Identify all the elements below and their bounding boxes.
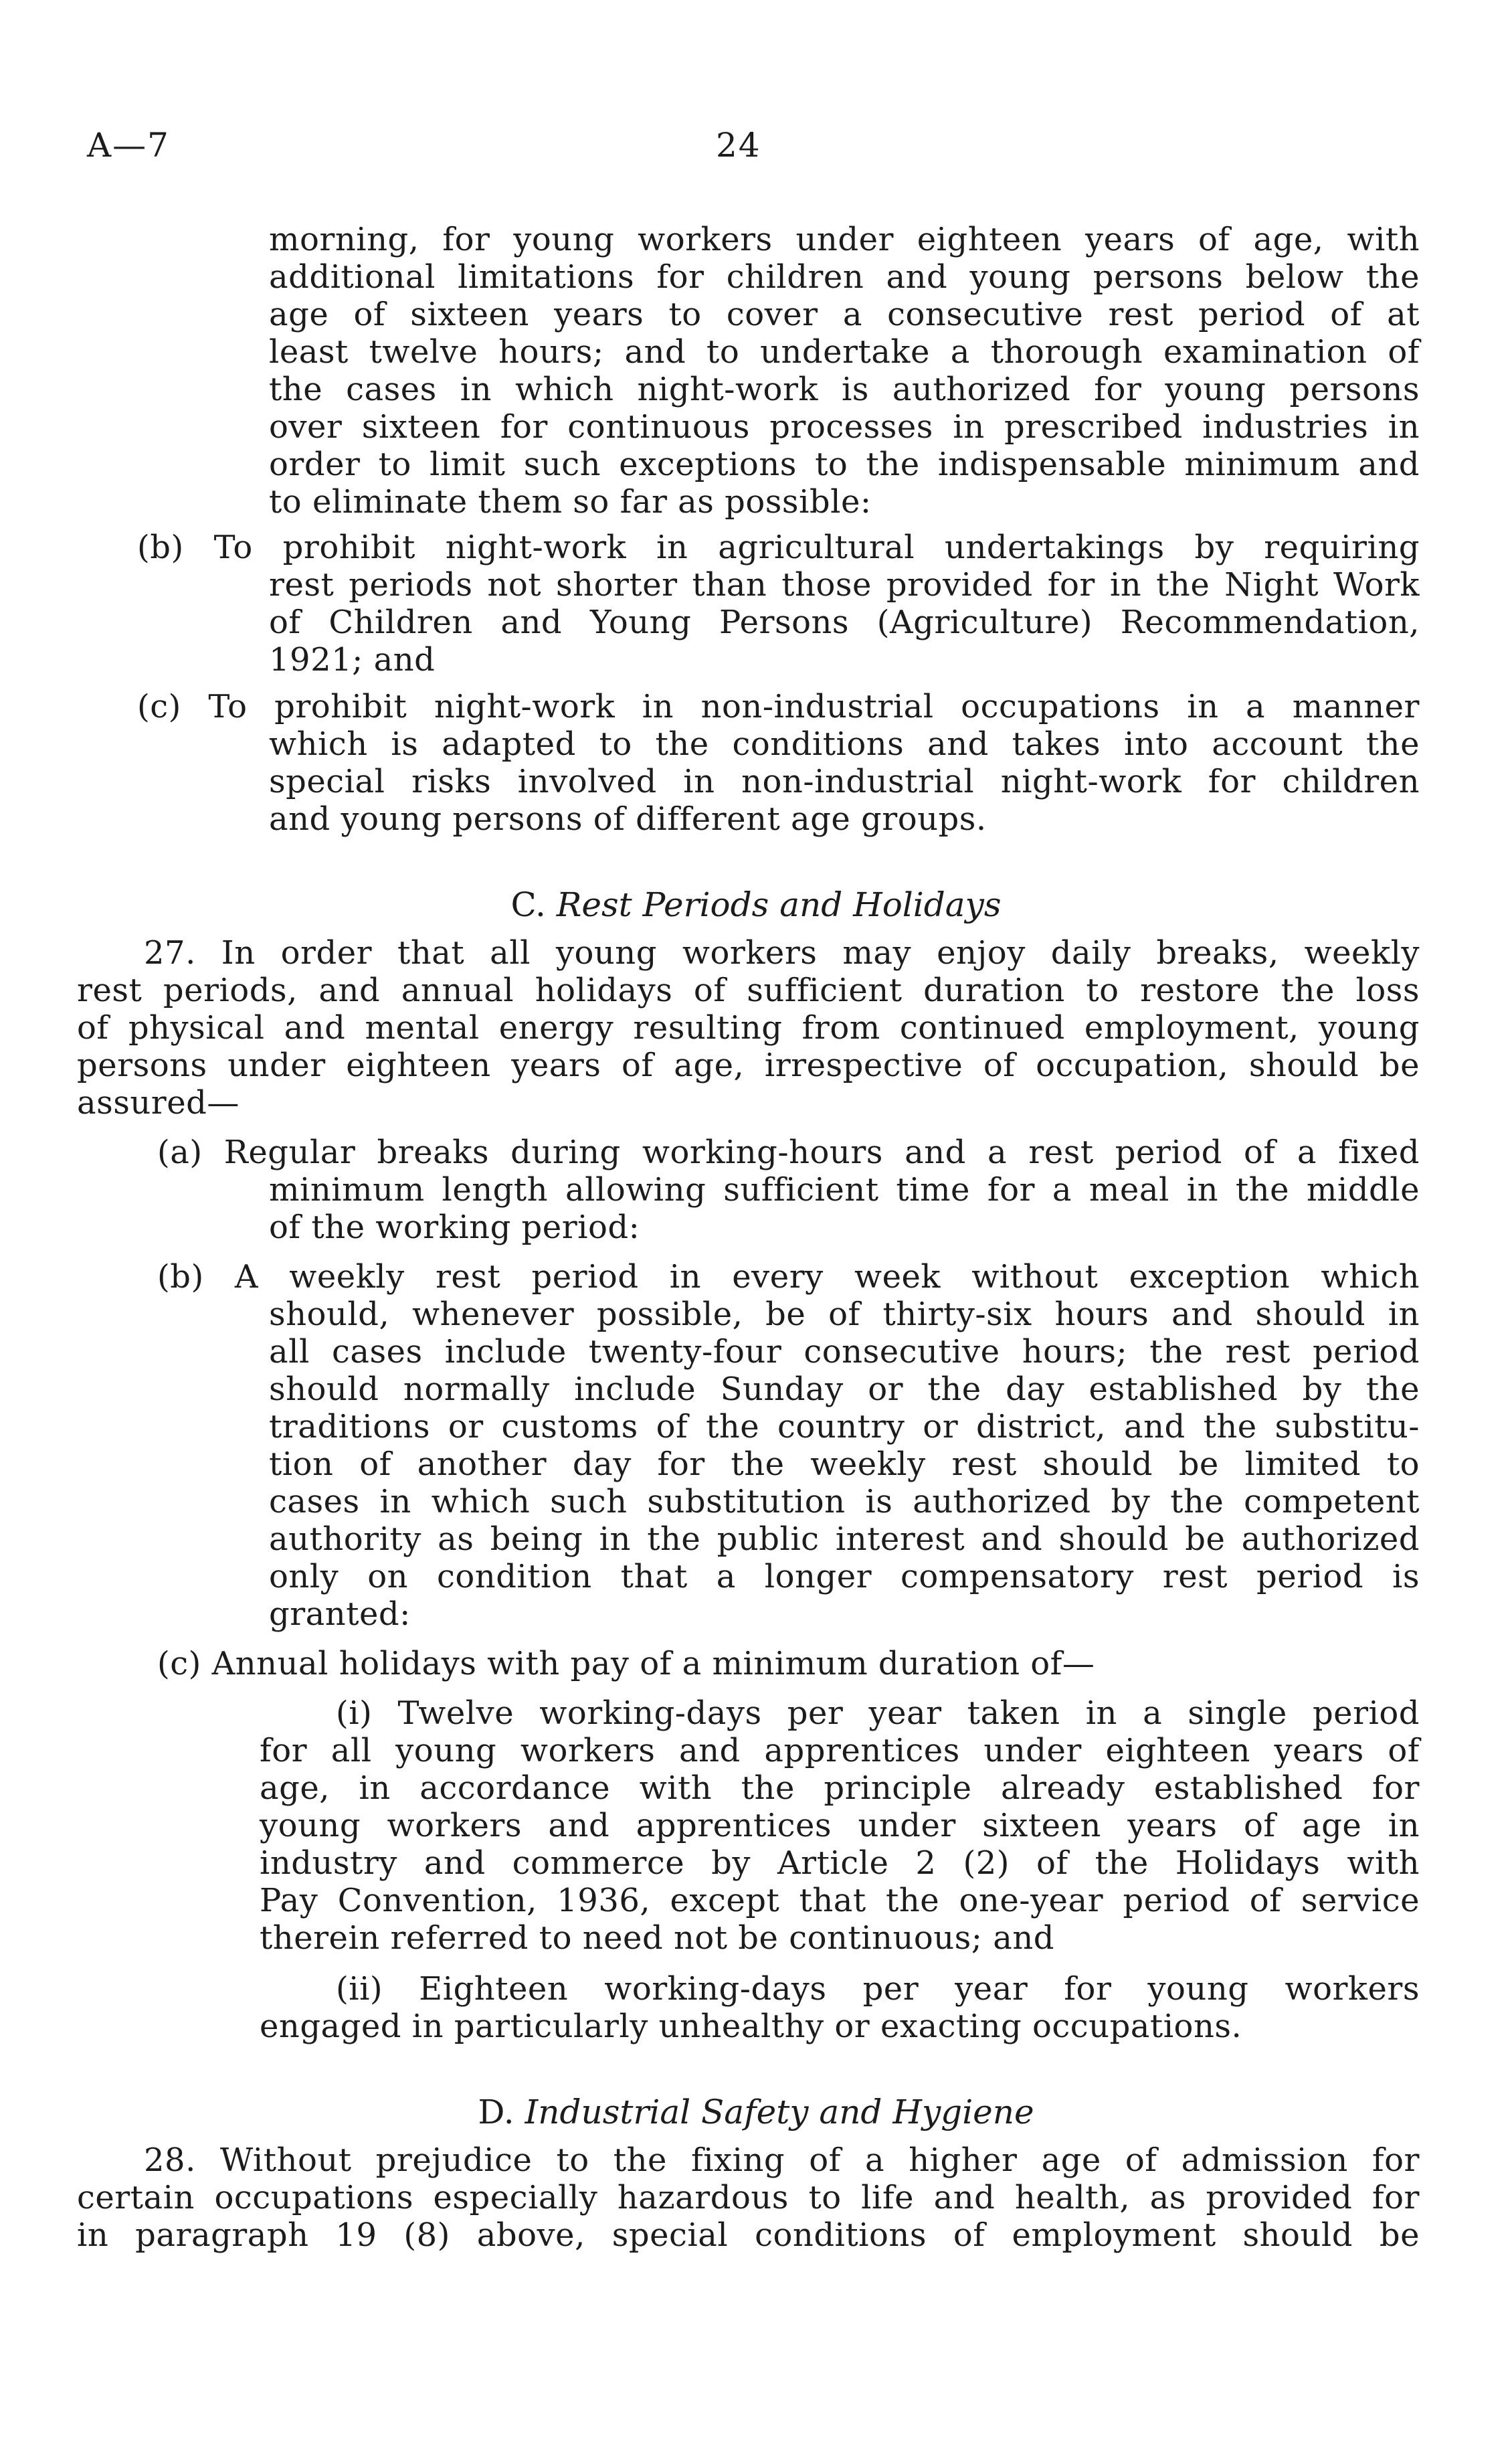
text-line: Pay Convention, 1936, except that the one-year period of service (260, 1882, 1420, 1919)
text-line: therein referred to need not be continuous; and (260, 1919, 1054, 1957)
text-line: only on condition that a longer compensatory rest period is (269, 1558, 1420, 1595)
document-reference: A—7 (87, 126, 170, 165)
list-item-a: (a) Regular breaks during working-hours and a rest period of a fixed (157, 1134, 1420, 1171)
text-line: additional limitations for children and young persons below the (269, 258, 1420, 296)
text-line: to eliminate them so far as possible: (269, 483, 872, 521)
text-line: the cases in which night-work is authorized for young persons (269, 371, 1420, 408)
text-line: of physical and mental energy resulting from continued employment, young (77, 1009, 1420, 1047)
section-heading-c: C. Rest Periods and Holidays (510, 885, 1002, 924)
list-item-c: (c) To prohibit night-work in non-industrial occupations in a manner (137, 688, 1420, 725)
text-line: rest periods, and annual holidays of sufficient duration to restore the loss (77, 972, 1420, 1009)
paragraph-28: 28. Without prejudice to the fixing of a higher age of admission for (144, 2141, 1420, 2179)
text-line: young workers and apprentices under sixteen years of age in (260, 1807, 1420, 1844)
text-line: tion of another day for the weekly rest should be limited to (269, 1446, 1420, 1483)
text-line: which is adapted to the conditions and takes into account the (269, 725, 1420, 763)
text-line: authority as being in the public interest and should be authorized (269, 1520, 1420, 1558)
text-line: 1921; and (269, 641, 436, 679)
text-line: minimum length allowing sufficient time for a meal in the middle (269, 1171, 1420, 1209)
text-line: order to limit such exceptions to the indispensable minimum and (269, 446, 1420, 483)
text-line: should, whenever possible, be of thirty-six hours and should in (269, 1296, 1420, 1333)
text-line: granted: (269, 1595, 411, 1633)
text-line: in paragraph 19 (8) above, special conditions of employment should be (77, 2216, 1420, 2254)
sub-item-i: (i) Twelve working-days per year taken in a single period (336, 1694, 1420, 1732)
sub-item-ii: (ii) Eighteen working-days per year for young workers (336, 1970, 1420, 2008)
text-line: assured— (77, 1084, 240, 1122)
text-line: traditions or customs of the country or district, and the substitu- (269, 1408, 1420, 1446)
text-line: age, in accordance with the principle already established for (260, 1769, 1420, 1807)
text-line: age of sixteen years to cover a consecutive rest period of at (269, 296, 1420, 333)
text-line: morning, for young workers under eighteen years of age, with (269, 221, 1420, 258)
list-item-b: (b) A weekly rest period in every week without exception which (157, 1258, 1420, 1296)
text-line: for all young workers and apprentices under eighteen years of (260, 1732, 1420, 1769)
text-line: cases in which such substitution is authorized by the competent (269, 1483, 1420, 1520)
text-line: should normally include Sunday or the day established by the (269, 1371, 1420, 1408)
text-line: and young persons of different age groups. (269, 800, 987, 838)
text-line: industry and commerce by Article 2 (2) of the Holidays with (260, 1844, 1420, 1882)
paragraph-27: 27. In order that all young workers may enjoy daily breaks, weekly (144, 934, 1420, 972)
section-heading-d: D. Industrial Safety and Hygiene (478, 2093, 1034, 2131)
list-item-c: (c) Annual holidays with pay of a minimum duration of— (157, 1645, 1095, 1682)
text-line: least twelve hours; and to undertake a thorough examination of (269, 333, 1420, 371)
text-line: certain occupations especially hazardous to life and health, as provided for (77, 2179, 1420, 2216)
page-number: 24 (716, 126, 761, 165)
text-line: special risks involved in non-industrial night-work for children (269, 763, 1420, 800)
text-line: of the working period: (269, 1209, 640, 1246)
text-line: over sixteen for continuous processes in prescribed industries in (269, 408, 1420, 446)
text-line: rest periods not shorter than those provided for in the Night Work (269, 566, 1420, 604)
text-line: of Children and Young Persons (Agriculture) Recommendation, (269, 604, 1420, 641)
text-line: engaged in particularly unhealthy or exacting occupations. (260, 2008, 1242, 2045)
list-item-b: (b) To prohibit night-work in agricultural undertakings by requiring (137, 529, 1420, 566)
text-line: all cases include twenty-four consecutive hours; the rest period (269, 1333, 1420, 1371)
page-header (0, 126, 1512, 179)
text-line: persons under eighteen years of age, irrespective of occupation, should be (77, 1047, 1420, 1084)
